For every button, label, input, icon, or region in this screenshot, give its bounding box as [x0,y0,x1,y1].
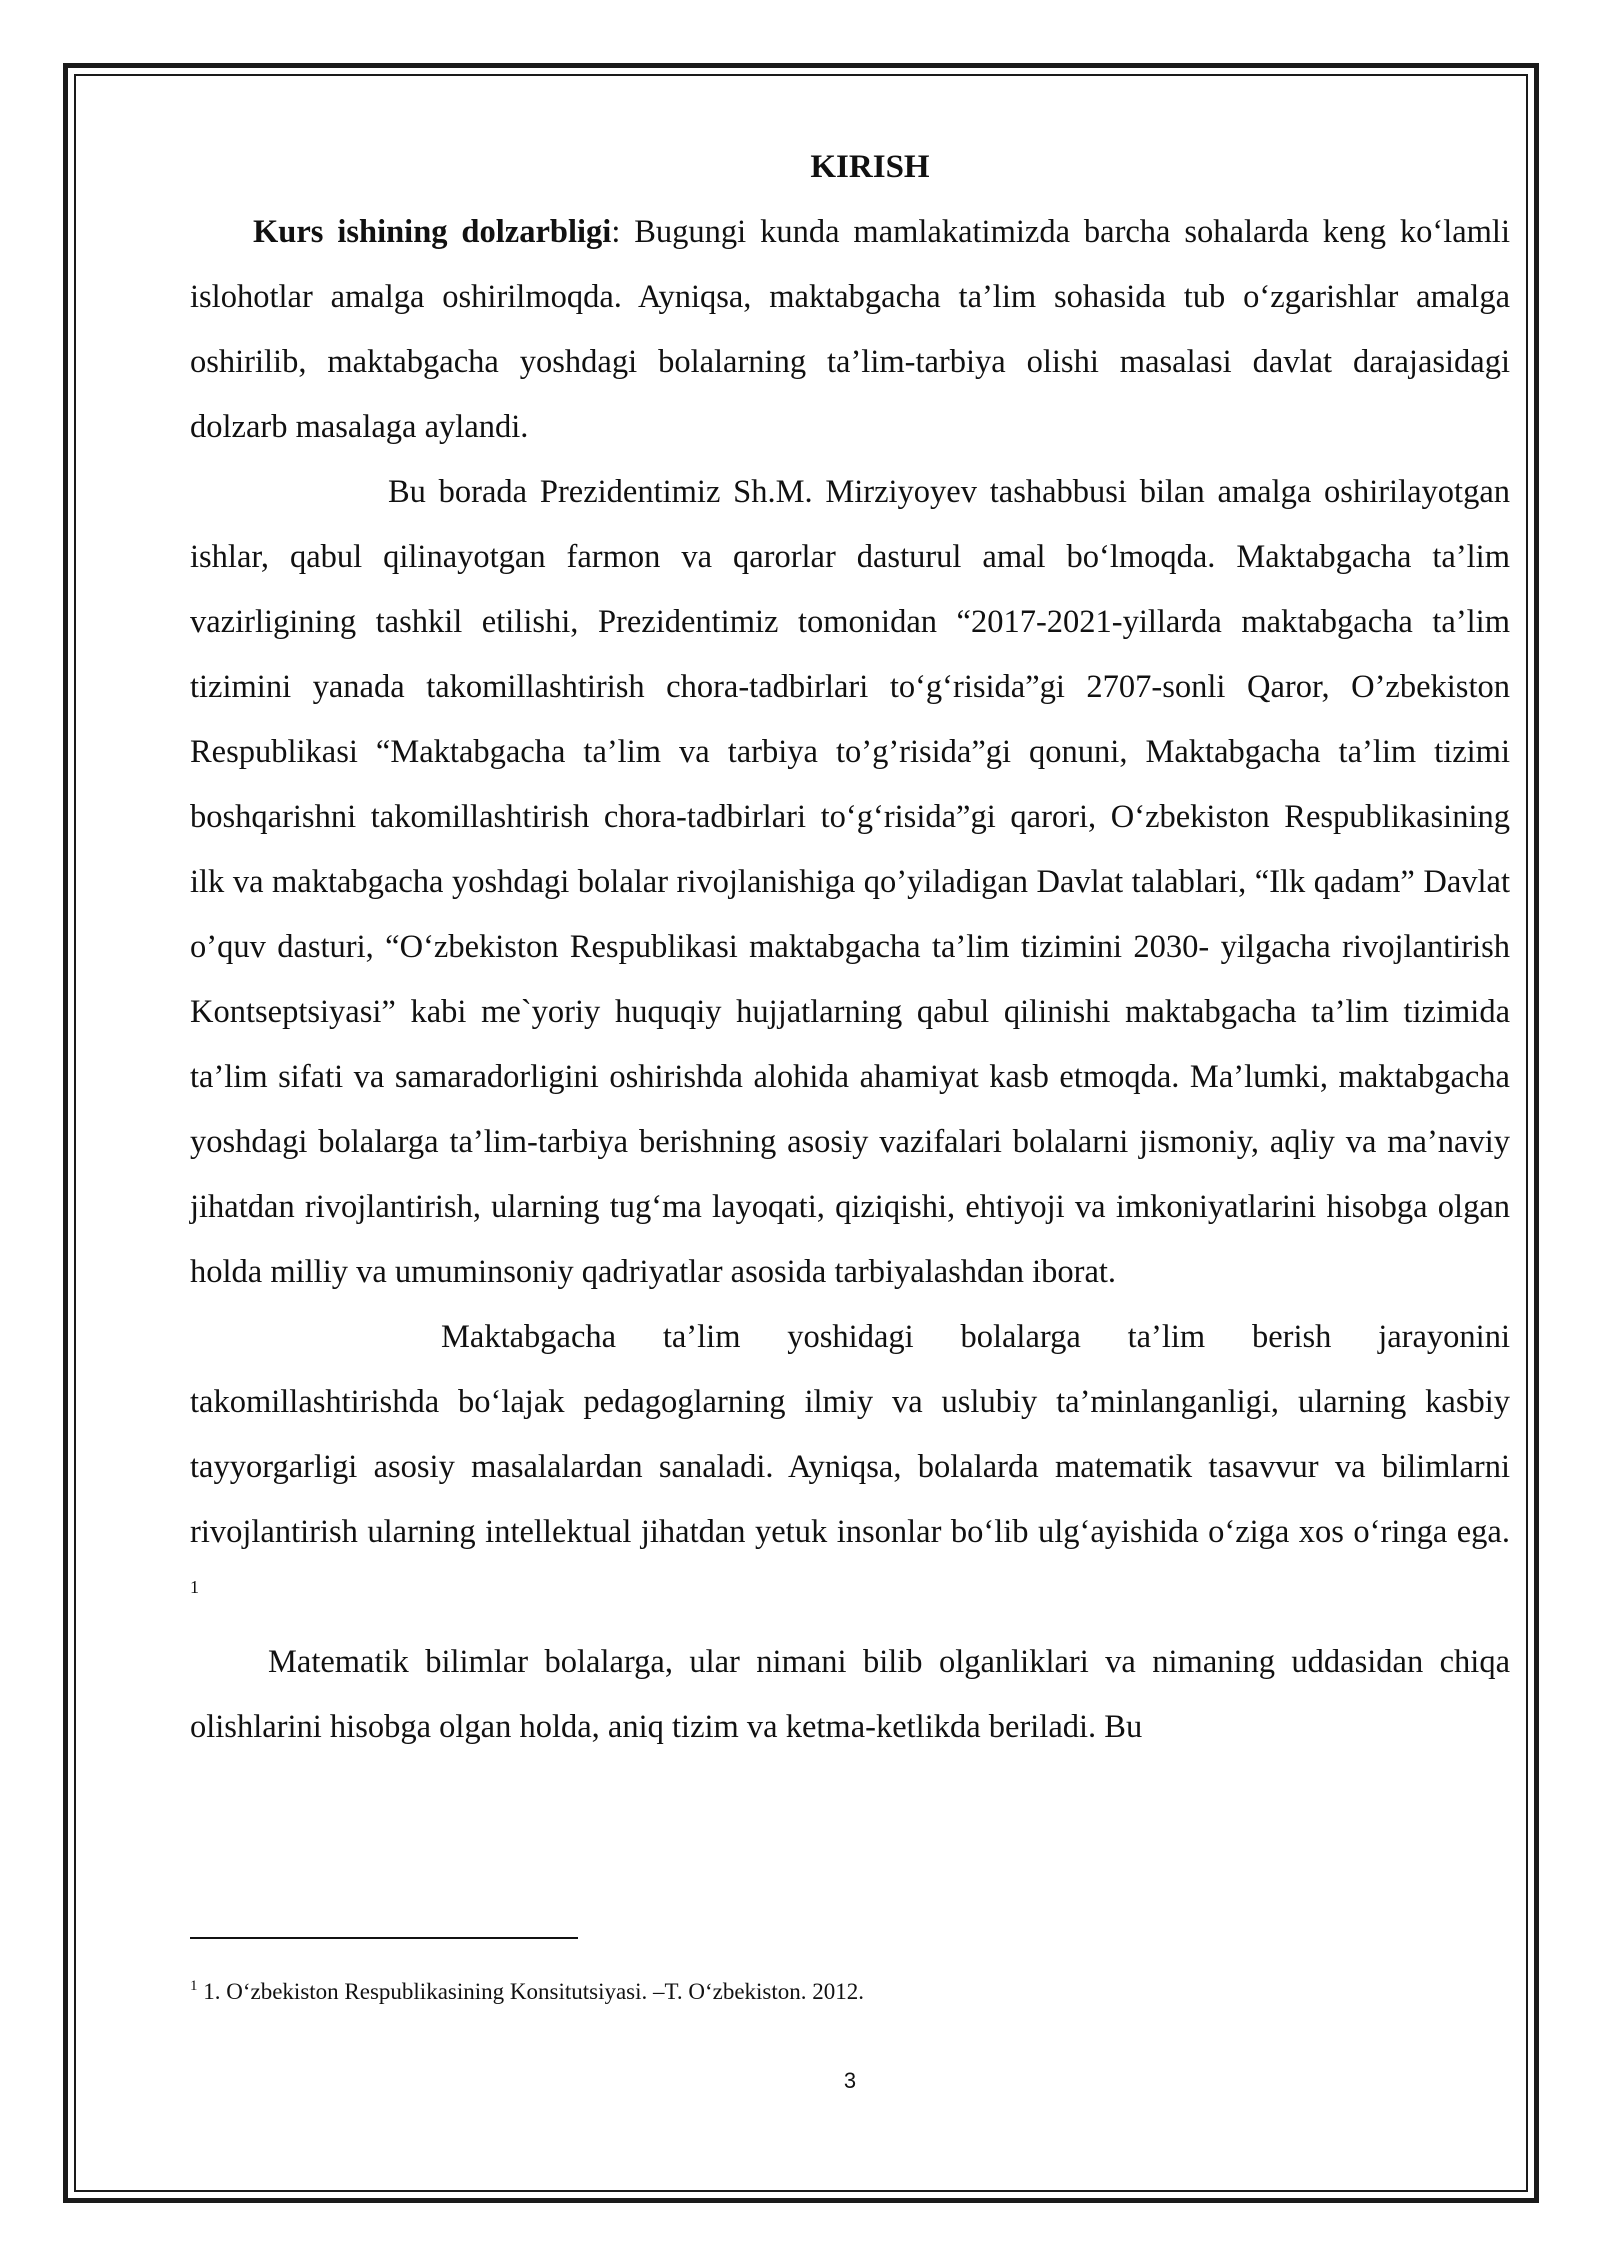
page-title: KIRISH [810,149,930,185]
footnote-reference[interactable]: 1 [190,1577,199,1597]
page-body [190,135,1510,1760]
paragraph-pedagogues [190,1305,1510,1630]
footnote-separator [190,1937,578,1939]
paragraph-text: Bu borada Prezidentimiz Sh.M. Mirziyoyev tashabbusi bilan amalga oshirilayotgan ishlar, qabul qilinayotgan farmon va qarorlar dasturul amal bo‘lmoqda. Maktabgacha ta’lim vazirligining tashkil etilishi, Prezidentimiz tomonidan “2017-2021-yillarda maktabgacha ta’lim tizimini yanada takomillashtirish chora-tadbirlari to‘g‘risida”gi 2707-sonli Qaror, O’zbekiston Respublikasi “Maktabgacha ta’lim va tarbiya to’g’risida”gi qonuni, Maktabgacha ta’lim tizimi boshqarishni takomillashtirish chora-tadbirlari to‘g‘risida”gi qarori, O‘zbekiston Respublikasining ilk va maktabgacha yoshdagi bolalar rivojlanishiga qo’yiladigan Davlat talablari, “Ilk qadam” Davlat o’quv dasturi, “O‘zbekiston Respublikasi maktabgacha ta’lim tizimini 2030- yilgacha rivojlantirish Kontseptsiyasi” kabi me`yoriy huquqiy hujjatlarning qabul qilinishi maktabgacha ta’lim tizimida ta’lim sifati va samaradorligini oshirishda alohida ahamiyat kasb etmoqda. Ma’lumki, maktabgacha yoshdagi bolalarga ta’lim-tarbiya berishning asosiy vazifalari bolalarni jismoniy, aqliy va ma’naviy jihatdan rivojlantirish, ularning tug‘ma layoqati, qiziqishi, ehtiyoji va imkoniyatlarini hisobga olgan holda milliy va umuminsoniy qadriyatlar asosida tarbiyalashdan iborat. [190,474,1510,1290]
paragraph-regulations [190,460,1510,1305]
paragraph-lead-heading: Kurs ishining dolzarbligi [253,214,612,250]
paragraph-relevance [190,200,1510,460]
footnote [190,1976,1490,2008]
paragraph-text: Matematik bilimlar bolalarga, ular nimani bilib olganliklari va nimaning uddasidan chiqa olishlarini hisobga olgan holda, aniq tizim va ketma-ketlikda beriladi. Bu [190,1644,1510,1745]
footnote-marker: 1 [190,1978,198,1994]
paragraph-text: Maktabgacha ta’lim yoshidagi bolalarga ta’lim berish jarayonini takomillashtirishda bo‘lajak pedagoglarning ilmiy va uslubiy ta’minlanganligi, ularning kasbiy tayyorgarligi asosiy masalalardan sanaladi. Ayniqsa, bolalarda matematik tasavvur va bilimlarni rivojlantirish ularning intellektual jihatdan yetuk insonlar bo‘lib ulg‘ayishida o‘ziga xos o‘ringa ega. [190,1319,1510,1550]
paragraph-text: : Bugungi kunda mamlakatimizda barcha sohalarda keng ko‘lamli islohotlar amalga oshirilmoqda. Ayniqsa, maktabgacha ta’lim sohasida tub o‘zgarishlar amalga oshirilib, maktabgacha yoshdagi bolalarning ta’lim-tarbiya olishi masalasi davlat darajasidagi dolzarb masalaga aylandi. [190,214,1510,445]
footnote-text: 1. O‘zbekiston Respublikasining Konsitutsiyasi. –T. O‘zbekiston. 2012. [197,1979,865,2004]
page-number: 3 [843,2068,857,2093]
paragraph-math-knowledge [190,1630,1510,1760]
